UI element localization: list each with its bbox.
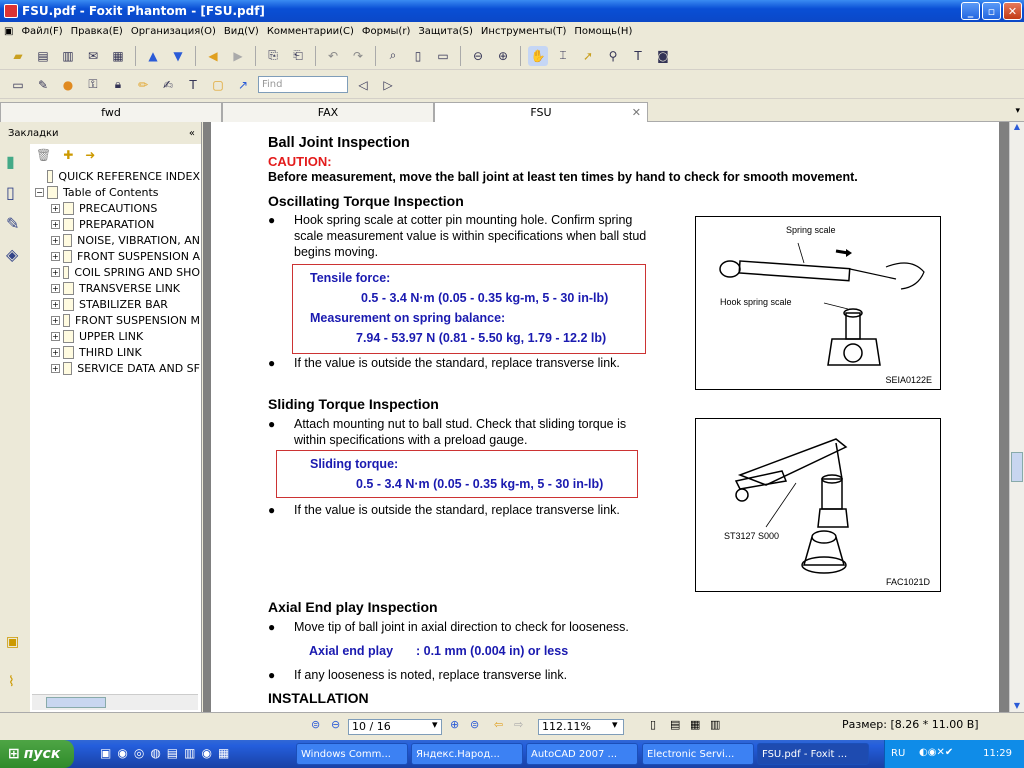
arrow-select-icon[interactable]: ➚	[582, 48, 594, 63]
expand-bookmark-icon[interactable]: ➜	[85, 148, 96, 162]
quicklaunch-icon[interactable]: ◍	[150, 746, 161, 760]
heading-sliding: Sliding Torque Inspection	[268, 396, 439, 412]
zoom-out-icon[interactable]: ⊖	[472, 48, 484, 63]
menu-bar	[0, 22, 1024, 40]
bookmark-item[interactable]: QUICK REFERENCE INDEX	[32, 168, 200, 184]
bullet-text: Move tip of ball joint in axial direction to check for looseness.	[294, 620, 629, 634]
scroll-down-icon[interactable]: ▼	[1013, 701, 1021, 710]
bullet-text: within specifications with a preload gauge.	[294, 433, 528, 447]
figure-spring-scale	[695, 216, 941, 390]
status-bar	[0, 712, 1024, 740]
forward-arrow-icon[interactable]: ▶	[233, 48, 243, 63]
figure-code: SEIA0122E	[885, 375, 932, 385]
spec-box	[292, 264, 646, 354]
bookmark-item[interactable]: − Table of Contents	[36, 185, 159, 199]
bookmark-panel-icon[interactable]: ▭	[12, 77, 24, 92]
page-up-icon[interactable]: ▲	[148, 48, 158, 63]
maximize-button[interactable]: ▫	[982, 2, 1001, 20]
quicklaunch-icon[interactable]: ▤	[166, 746, 179, 760]
facing-icon[interactable]: ▦	[690, 718, 701, 731]
forward-view-icon[interactable]: ⇨	[514, 718, 524, 731]
menu-organize[interactable]: Организация(O)	[130, 25, 216, 37]
pages-tab-icon[interactable]: ▯	[6, 183, 15, 202]
undo-icon[interactable]: ↶	[327, 48, 339, 63]
vscroll-thumb[interactable]	[1011, 452, 1023, 482]
continuous-icon[interactable]: ▤	[670, 718, 681, 731]
select-text-icon[interactable]: ⌶	[559, 48, 567, 62]
spec-box	[276, 450, 638, 498]
page-number-input[interactable]: 10 / 16	[348, 719, 442, 735]
find-prev-icon[interactable]: ◁	[358, 77, 368, 92]
new-bookmark-icon[interactable]: ✚	[63, 148, 74, 162]
quicklaunch-icon[interactable]: ◉	[201, 746, 212, 760]
title-bar	[0, 0, 1024, 22]
document-viewport[interactable]	[203, 122, 1009, 712]
menu-tools[interactable]: Инструменты(T)	[480, 25, 567, 37]
zoom-in-icon[interactable]: ⊕	[497, 48, 509, 63]
bookmark-item[interactable]: + SERVICE DATA AND SF	[52, 361, 200, 375]
menu-protect[interactable]: Защита(S)	[418, 25, 473, 37]
print-icon[interactable]: ▥	[62, 48, 74, 63]
heading-axial: Axial End play Inspection	[268, 599, 438, 615]
scroll-up-icon[interactable]: ▲	[1013, 122, 1021, 131]
start-button[interactable]: ⊞ пуск	[0, 740, 74, 768]
pencil-icon[interactable]: ✏	[137, 77, 149, 92]
quicklaunch-icon[interactable]: ◉	[117, 746, 128, 760]
menu-comments[interactable]: Комментарии(C)	[266, 25, 354, 37]
figure-label: ST3127 S000	[724, 531, 780, 541]
quicklaunch-icon[interactable]: ▥	[184, 746, 196, 760]
insert-page-icon[interactable]: ⎘	[268, 48, 278, 62]
continuous-facing-icon[interactable]: ▥	[710, 718, 721, 731]
minimize-button[interactable]: _	[961, 2, 980, 20]
textbox-icon[interactable]: T	[189, 77, 197, 92]
menu-view[interactable]: Вид(V)	[223, 25, 259, 37]
toolbar-main	[0, 42, 1024, 70]
quicklaunch-icon[interactable]: ▣	[100, 746, 112, 760]
bullet-text: scale measurement value is within specifications when ball stud	[294, 229, 647, 243]
page-down-icon[interactable]: ▼	[173, 48, 183, 63]
bookmarks-header: Закладки «	[0, 122, 201, 144]
binoculars-icon[interactable]: ⚲	[608, 48, 618, 63]
page-size-label: Размер: [8.26 * 11.00 В]	[842, 718, 979, 731]
first-page-icon[interactable]: ⊜	[311, 718, 321, 731]
quick-launch	[100, 746, 229, 760]
single-page-icon[interactable]: ▯	[650, 718, 657, 731]
bullet-text: Attach mounting nut to ball stud. Check that sliding torque is	[294, 417, 627, 431]
panel-icon-strip	[0, 144, 30, 712]
bullet-text: If any looseness is noted, replace transverse link.	[294, 668, 568, 682]
clock: 11:29	[983, 748, 1012, 759]
find-input[interactable]: Find	[258, 76, 348, 93]
toolbar-secondary	[0, 71, 1024, 99]
bookmarks-tab-icon[interactable]: ▮	[6, 152, 15, 171]
bookmark-item[interactable]: + THIRD LINK	[52, 345, 142, 359]
spring-value: 7.94 - 53.97 N (0.81 - 5.50 kg, 1.79 - 12.2 lb)	[356, 331, 607, 345]
taskbar-item[interactable]: Windows Comm...	[296, 743, 408, 765]
spring-label: Measurement on spring balance:	[310, 311, 506, 325]
bookmark-item[interactable]: + STABILIZER BAR	[52, 297, 168, 311]
bookmark-item[interactable]: + TRANSVERSE LINK	[52, 281, 181, 295]
bullet-text: Hook spring scale at cotter pin mounting hole. Confirm spring	[294, 213, 633, 227]
taskbar-item[interactable]: Яндекс.Народ...	[411, 743, 523, 765]
taskbar	[0, 740, 1024, 768]
form-edit-icon[interactable]: ✍	[162, 77, 174, 92]
tab-fax[interactable]: FAX	[222, 102, 434, 122]
security-icon[interactable]: ⚿	[88, 77, 98, 91]
document-tabs	[0, 102, 1024, 122]
menu-forms[interactable]: Формы(r)	[361, 25, 411, 37]
save-icon[interactable]: ▤	[37, 48, 49, 63]
fit-width-icon[interactable]: ▭	[437, 48, 449, 63]
snapshot-icon[interactable]: ◙	[657, 48, 669, 63]
menu-file[interactable]: Файл(F)	[21, 25, 63, 37]
paperclip-icon[interactable]: ⌇	[8, 674, 15, 690]
figure-code: FAC1021D	[885, 577, 930, 587]
language-indicator[interactable]: RU	[891, 748, 906, 759]
document-vscrollbar[interactable]	[1009, 122, 1024, 712]
close-button[interactable]: ✕	[1003, 2, 1022, 20]
bookmark-item[interactable]: + PRECAUTIONS	[52, 201, 158, 215]
taskbar-item[interactable]: Electronic Servi...	[642, 743, 754, 765]
page-dropdown-icon[interactable]: ▾	[432, 718, 438, 731]
caution-label: CAUTION:	[268, 154, 332, 169]
note-edit-icon[interactable]: ✎	[37, 77, 49, 92]
delete-bookmark-icon[interactable]: 🗑︎	[36, 148, 52, 162]
pdf-page: Ball Joint Inspection CAUTION: Before measurement, move the ball joint at least ten times by hand to check for smooth movement. Oscillating Torque Inspection ● Hook spring scale at cotter pin mounting hole. Confirm spring scale measurement value is within specifications when ball stud begins moving. Tensile force: 0.5 - 3.4 N·m (0.05 - 0.35 kg-m, 5 - 30 in-lb) Measurement on spring balance: 7.94 - 53.97 N (0.81 - 5.50 kg, 1.79 - 12.2 lb) ● If the value is outside the standard, replace transverse link. Spring scale Hook spring scale SEIA0122E Sliding Torque Inspection ● Attach mounting nut to ball stud. Check that sliding torque is within specifications with a preload gauge. Sliding torque: 0.5 - 3.4 N·m (0.05 - 0.35 kg-m, 5 - 30 in-lb) ● If the value is outside the standard, replace transverse link. ST3127 S000 FAC1021D Axial End play Inspection ● Move tip of ball joint in axial direction to check for looseness. Axial end play : 0.1 mm (0.004 in) or less ● If any looseness is noted, replace transverse link. INSTALLATION	[211, 122, 999, 712]
tray-icons[interactable]: ◐◉✕✔	[919, 747, 954, 758]
comment-icon[interactable]: ▢	[212, 77, 224, 92]
axial-value: : 0.1 mm (0.004 in) or less	[416, 644, 569, 658]
bookmark-actions	[36, 148, 95, 162]
zoom-icon[interactable]: ⌕	[389, 48, 397, 62]
bookmark-tree	[32, 168, 200, 376]
attachments-tab-icon[interactable]: ▣	[6, 634, 20, 650]
redo-icon[interactable]: ↷	[352, 48, 364, 63]
bookmark-item[interactable]: + PREPARATION	[52, 217, 155, 231]
extract-page-icon[interactable]: ⎗	[293, 48, 303, 62]
bookmarks-panel	[0, 122, 202, 712]
heading-installation: INSTALLATION	[268, 690, 369, 706]
sliding-label: Sliding torque:	[310, 457, 399, 471]
bullet-text: If the value is outside the standard, replace transverse link.	[294, 356, 620, 370]
bullet-text: begins moving.	[294, 245, 379, 259]
comments-tab-icon[interactable]: ✎	[6, 214, 20, 233]
taskbar-item-active[interactable]: FSU.pdf - Foxit ...	[757, 743, 869, 765]
tensile-value: 0.5 - 3.4 N·m (0.05 - 0.35 kg-m, 5 - 30 in-lb)	[361, 291, 609, 305]
doc-menu-icon[interactable]: ▣	[4, 25, 14, 37]
figure-label: Spring scale	[786, 225, 836, 235]
bookmark-item[interactable]: + FRONT SUSPENSION M	[52, 313, 200, 327]
lock-icon[interactable]: 🔒︎	[114, 77, 122, 91]
menu-edit[interactable]: Правка(E)	[70, 25, 123, 37]
open-folder-icon[interactable]: ▰	[13, 48, 23, 63]
hscroll-thumb[interactable]	[46, 697, 106, 708]
figure-preload-gauge	[695, 418, 941, 592]
menu-help[interactable]: Помощь(H)	[574, 25, 633, 37]
email-icon[interactable]: ✉	[87, 48, 99, 63]
tensile-label: Tensile force:	[310, 271, 391, 285]
foxit-app-icon	[4, 4, 18, 18]
window-title: FSU.pdf - Foxit Phantom - [FSU.pdf]	[22, 4, 265, 18]
tab-menu-icon[interactable]: ▾	[1015, 106, 1020, 116]
figure-label: Hook spring scale	[720, 297, 792, 307]
heading-ball-joint: Ball Joint Inspection	[268, 135, 410, 151]
typewriter-icon[interactable]: T	[634, 48, 642, 63]
arrow-annotation-icon[interactable]: ↗	[237, 77, 249, 92]
preload-gauge-drawing	[696, 419, 942, 593]
last-page-icon[interactable]: ⊜	[470, 718, 480, 731]
tab-fsu[interactable]: FSU ✕	[434, 102, 648, 122]
layers-tab-icon[interactable]: ◈	[6, 245, 19, 264]
heading-oscillating: Oscillating Torque Inspection	[268, 193, 464, 209]
tab-close-icon[interactable]: ✕	[631, 106, 641, 119]
find-next-icon[interactable]: ▷	[383, 77, 393, 92]
quicklaunch-icon[interactable]: ▦	[217, 746, 230, 760]
bookmark-item[interactable]: + UPPER LINK	[52, 329, 144, 343]
sidebar-hscrollbar[interactable]	[32, 694, 198, 710]
spring-scale-drawing	[696, 217, 942, 391]
taskbar-item[interactable]: AutoCAD 2007 ...	[526, 743, 638, 765]
bookmark-item[interactable]: + COIL SPRING AND SHO	[52, 265, 200, 279]
bookmark-item[interactable]: + NOISE, VIBRATION, AN	[52, 233, 200, 247]
back-view-icon[interactable]: ⇦	[494, 718, 504, 731]
prev-page-icon[interactable]: ⊖	[331, 718, 341, 731]
zoom-dropdown-icon[interactable]: ▾	[612, 718, 618, 731]
quicklaunch-icon[interactable]: ◎	[133, 746, 145, 760]
scan-icon[interactable]: ▦	[112, 48, 124, 63]
fit-page-icon[interactable]: ▯	[414, 48, 422, 63]
bookmark-item[interactable]: + FRONT SUSPENSION A	[52, 249, 200, 263]
system-tray	[884, 740, 1024, 768]
caution-text: Before measurement, move the ball joint at least ten times by hand to check for smooth movement.	[268, 170, 858, 184]
hand-tool-icon[interactable]: ✋	[528, 46, 548, 66]
axial-label: Axial end play	[309, 644, 394, 658]
sliding-value: 0.5 - 3.4 N·m (0.05 - 0.35 kg-m, 5 - 30 in-lb)	[356, 477, 604, 491]
bullet-text: If the value is outside the standard, replace transverse link.	[294, 503, 620, 517]
tab-fwd[interactable]: fwd	[0, 102, 222, 122]
user-stamp-icon[interactable]: ●	[62, 77, 74, 92]
collapse-panel-icon[interactable]: «	[188, 127, 195, 139]
back-arrow-icon[interactable]: ◀	[208, 48, 218, 63]
zoom-input[interactable]: 112.11%	[538, 719, 624, 735]
next-page-icon[interactable]: ⊕	[450, 718, 460, 731]
